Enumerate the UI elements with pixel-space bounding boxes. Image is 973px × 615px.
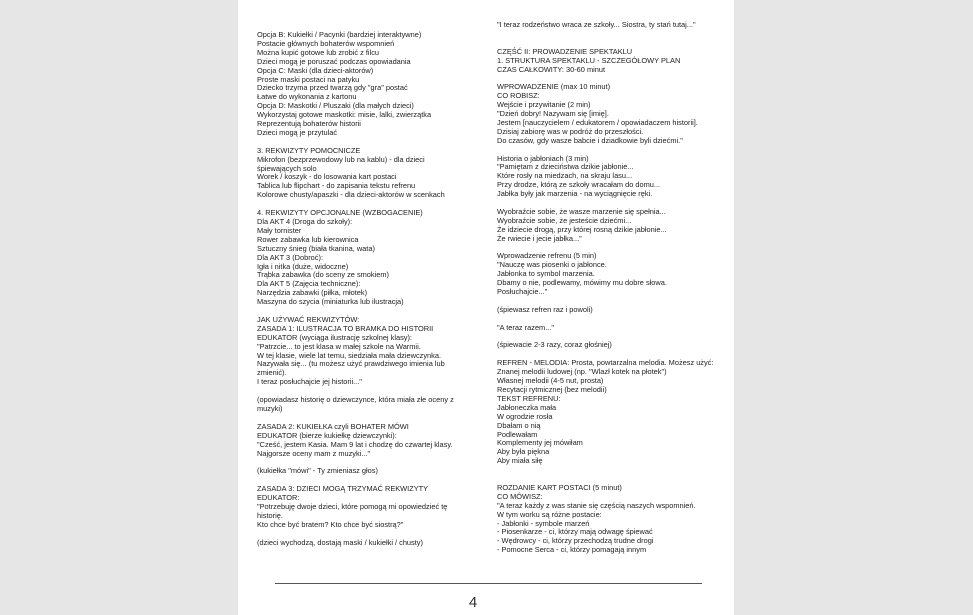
- text-line: 4. REKWIZYTY OPCJONALNE (WZBOGACENIE): [257, 208, 423, 218]
- text-line: Własnej melodii (4-5 nut, prosta): [497, 376, 604, 386]
- text-line: muzyki): [257, 404, 283, 413]
- text-line: Reprezentują bohaterów historii: [257, 119, 361, 129]
- text-line: Dzieci mogą je poruszać podczas opowiadania: [257, 56, 411, 66]
- text-line: CZAS CAŁKOWITY: 30-60 minut: [497, 64, 606, 74]
- text-line: "Cześć, jestem Kasia. Mam 9 lat i chodzę do czwartej klasy.: [257, 439, 453, 449]
- text-line: ZASADA 3: DZIECI MOGĄ TRZYMAĆ REKWIZYTY: [257, 484, 429, 494]
- text-line: EDUKATOR (wyciąga ilustrację szkolnej klasy):: [257, 332, 412, 342]
- text-line: śpiewających solo: [257, 163, 317, 173]
- text-line: Mały tornister: [257, 225, 302, 235]
- text-line: Znanej melodii ludowej (np. "Wlazł kotek na płotek"): [497, 367, 667, 377]
- text-line: Postacie głównych bohaterów wspomnień: [257, 38, 395, 48]
- text-line: Wyobraźcie sobie, że wasze marzenie się spełnia...: [497, 206, 666, 216]
- text-line: (śpiewacie 2-3 razy, coraz głośniej): [497, 340, 612, 350]
- text-line: Dbamy o nie, podlewamy, mówimy mu dobre słowa.: [497, 278, 667, 288]
- text-line: ZASADA 1: ILUSTRACJA TO BRAMKA DO HISTORII: [257, 323, 434, 333]
- text-line: Przy drodze, którą ze szkoły wracałam do domu...: [497, 180, 661, 190]
- text-line: historię.: [257, 510, 283, 520]
- text-line: WPROWADZENIE (max 10 minut): [497, 82, 611, 92]
- text-line: Historia o jabłoniach (3 min): [497, 153, 589, 163]
- text-line: Opcja D: Maskotki / Pluszaki (dla małych dzieci): [257, 101, 414, 111]
- text-line: Igła i nitka (duże, widoczne): [257, 261, 349, 271]
- text-line: Sztuczny śnieg (biała tkanina, wata): [257, 243, 375, 253]
- text-line: (dzieci wychodzą, dostają maski / kukiełki / chusty): [257, 537, 423, 547]
- text-line: Jestem [nauczycielem / edukatorem / opowiadaczem historii].: [497, 117, 698, 127]
- text-line: [497, 466, 727, 475]
- text-line: Można kupić gotowe lub zrobić z filcu: [257, 47, 380, 57]
- text-line: Kto chce być bratem? Kto chce być siostrą?": [257, 519, 404, 529]
- text-line: Narzędzia zabawki (piłka, młotek): [257, 288, 368, 298]
- text-line: Trąbka zabawka (do sceny ze smokiem): [257, 270, 389, 280]
- text-line: Dbałam o nią: [497, 420, 541, 430]
- text-line: Kolorowe chusty/apaszki - dla dzieci-aktorów w scenkach: [257, 190, 445, 200]
- text-line: Opcja B: Kukiełki / Pacynki (bardziej interaktywne): [257, 30, 422, 39]
- text-line: TEKST REFRENU:: [497, 393, 561, 403]
- text-line: Komplementy jej mówiłam: [497, 438, 583, 448]
- page-number: 4: [468, 594, 478, 611]
- text-line: Dla AKT 3 (Dobroć):: [257, 252, 323, 262]
- text-line: EDUKATOR (bierze kukiełkę dziewczynki):: [257, 430, 397, 440]
- text-line: Aby była piękna: [497, 447, 550, 457]
- left-text-column: [257, 31, 479, 547]
- text-line: ZASADA 2: KUKIEŁKA czyli BOHATER MÓWI: [257, 421, 409, 431]
- text-line: - Jabłonki - symbole marzeń: [497, 518, 590, 528]
- text-line: (śpiewasz refren raz i powoli): [497, 304, 593, 314]
- text-line: Dla AKT 4 (Droga do szkoły):: [257, 217, 353, 226]
- text-line: Podlewałam: [497, 429, 538, 439]
- text-line: zmienić).: [257, 368, 287, 378]
- text-line: CZĘŚĆ II: PROWADZENIE SPEKTAKLU: [497, 46, 633, 56]
- text-line: Wykorzystaj gotowe maskotki: misie, lalki, zwierzątka: [257, 110, 432, 120]
- text-line: Dziecko trzyma przed twarzą gdy "gra" postać: [257, 83, 408, 93]
- right-text-column: [497, 21, 727, 555]
- text-line: Posłuchajcie...": [497, 287, 548, 297]
- text-line: Dzieci mogą je przytulać: [257, 127, 338, 137]
- text-line: "Dzień dobry! Nazywam się [imię].: [497, 109, 609, 119]
- text-line: Łatwe do wykonania z kartonu: [257, 92, 357, 102]
- text-line: Tablica lub flipchart - do zapisania tekstu refrenu: [257, 181, 416, 191]
- text-line: Najgorsze oceny mam z muzyki...": [257, 448, 371, 458]
- text-line: Że idziecie drogą, przy której rosną dzikie jabłonie...: [497, 224, 667, 234]
- text-line: ROZDANIE KART POSTACI (5 minut): [497, 482, 622, 492]
- text-line: W ogrodzie rosła: [497, 411, 553, 421]
- text-line: "A teraz razem...": [497, 322, 554, 332]
- text-line: Wyobraźcie sobie, że jesteście dziećmi...: [497, 215, 632, 225]
- text-line: "I teraz rodzeństwo wraca ze szkoły... Siostra, ty stań tutaj...": [497, 20, 696, 29]
- text-line: "Patrzcie... to jest klasa w małej szkole na Warmii.: [257, 341, 421, 351]
- text-line: JAK UŻYWAĆ REKWIZYTÓW:: [257, 314, 360, 324]
- text-line: Aby miała siłę: [497, 456, 543, 466]
- text-line: Proste maski postaci na patyku: [257, 74, 360, 84]
- text-line: I teraz posłuchajcie jej historii...": [257, 377, 362, 387]
- text-line: Do czasów, gdy wasze babcie i dziadkowie byli dziećmi.": [497, 135, 683, 145]
- text-line: EDUKATOR:: [257, 493, 300, 503]
- text-line: - Piosenkarze - ci, którzy mają odwagę śpiewać: [497, 527, 653, 537]
- text-line: "Pamiętam z dzieciństwa dzikie jabłonie...: [497, 162, 634, 172]
- text-line: "Nauczę was piosenki o jabłonce.: [497, 260, 607, 270]
- text-line: Jabłonka to symbol marzenia.: [497, 269, 595, 279]
- text-line: Jabłka były jak marzenia - na wyciągnięcie ręki.: [497, 189, 653, 199]
- text-line: Maszyna do szycia (miniaturka lub ilustracja): [257, 297, 404, 307]
- text-line: Wejście i przywitanie (2 min): [497, 100, 591, 110]
- text-line: Które rosły na miedzach, na skraju lasu...: [497, 171, 633, 181]
- text-line: W tej klasie, wiele lat temu, siedziała mała dziewczynka.: [257, 350, 442, 360]
- text-line: Opcja C: Maski (dla dzieci-aktorów): [257, 65, 374, 75]
- footer-divider: [275, 583, 702, 584]
- text-line: (opowiadasz historię o dziewczynce, która miała złe oceny z: [257, 395, 454, 405]
- text-line: - Wędrowcy - ci, którzy przechodzą trudne drogi: [497, 536, 654, 546]
- text-line: Worek / koszyk - do losowania kart postaci: [257, 172, 397, 182]
- text-line: Wprowadzenie refrenu (5 min): [497, 251, 597, 261]
- text-line: Dzisiaj zabiorę was w podróż do przeszłości.: [497, 126, 644, 136]
- text-line: REFREN - MELODIA: Prosta, powtarzalna melodia. Możesz użyć:: [497, 358, 714, 368]
- text-line: Jabłoneczka mała: [497, 402, 557, 412]
- text-line: (kukiełka "mówi" - Ty zmieniasz głos): [257, 466, 378, 476]
- text-line: "Potrzebuję dwoje dzieci, które pomogą mi opowiedzieć tę: [257, 501, 448, 511]
- text-line: 1. STRUKTURA SPEKTAKLU - SZCZEGÓŁOWY PLAN: [497, 55, 681, 65]
- text-line: - Pomocne Serca - ci, którzy pomagają innym: [497, 545, 647, 555]
- text-line: W tym worku są różne postacie:: [497, 509, 602, 519]
- text-line: CO ROBISZ:: [497, 91, 540, 101]
- text-line: CO MÓWISZ:: [497, 491, 543, 501]
- text-line: Recytacji rytmicznej (bez melodii): [497, 385, 607, 394]
- text-line: Dla AKT 5 (Zajęcia techniczne):: [257, 279, 361, 289]
- text-line: Nazywała się... (tu możesz użyć prawdziwego imienia lub: [257, 359, 445, 369]
- text-line: [497, 30, 727, 39]
- text-line: "A teraz każdy z was stanie się częścią naszych wspomnień.: [497, 500, 696, 510]
- text-line: Mikrofon (bezprzewodowy lub na kablu) - dla dzieci: [257, 154, 425, 164]
- text-line: 3. REKWIZYTY POMOCNICZE: [257, 145, 361, 155]
- text-line: Rower zabawka lub kierownica: [257, 234, 359, 244]
- text-line: Że rwiecie i jecie jabłka...": [497, 233, 582, 243]
